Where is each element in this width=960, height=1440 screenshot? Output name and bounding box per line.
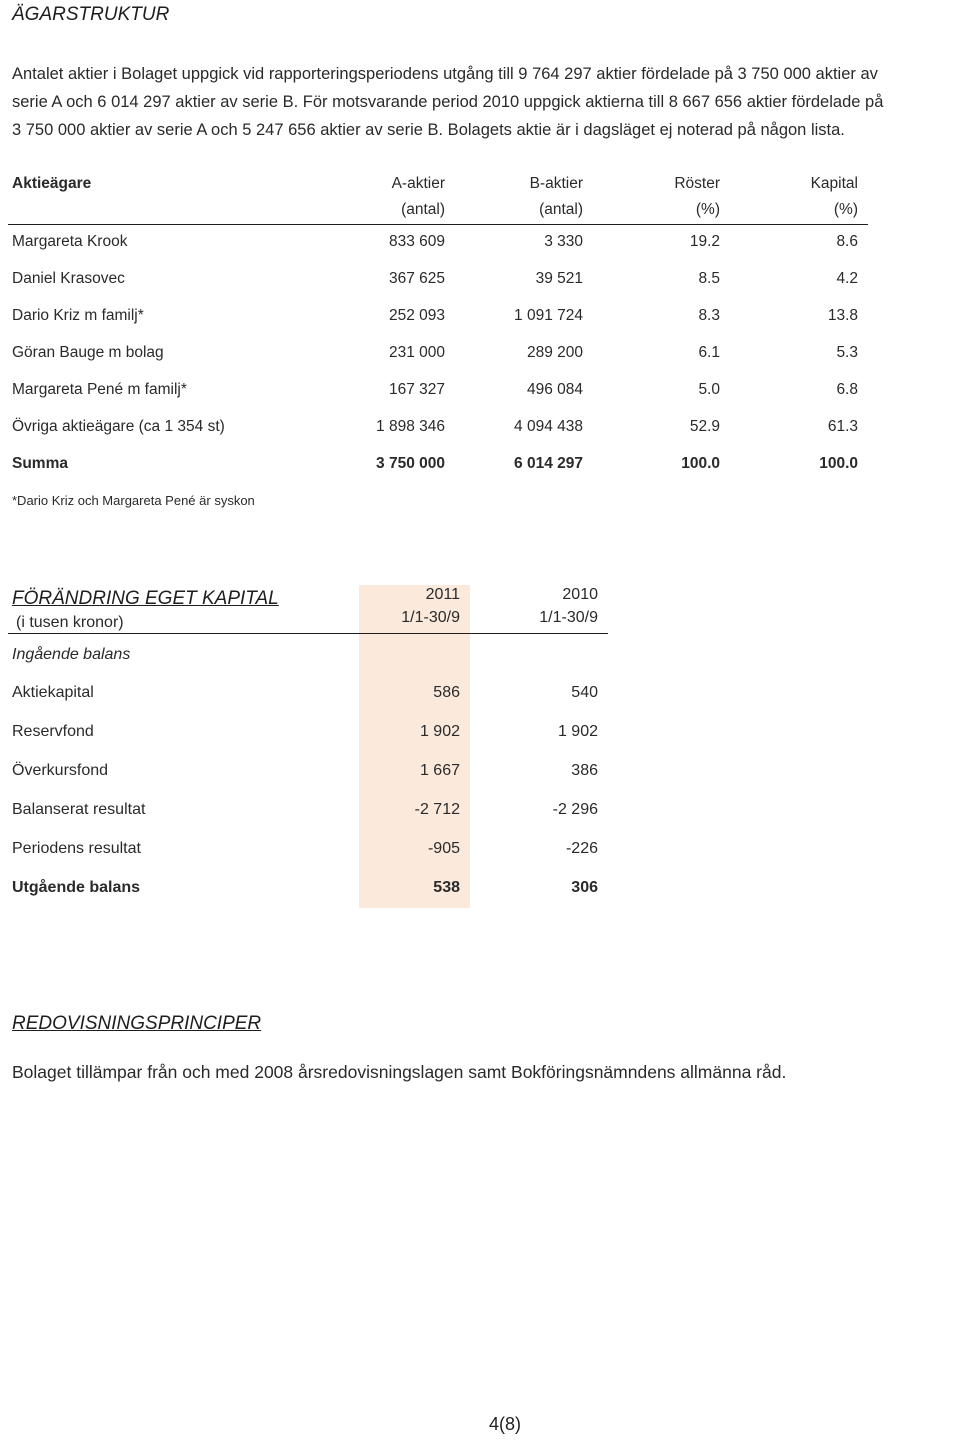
cell-b-shares: 3 330 xyxy=(544,233,583,250)
paragraph-line: serie A och 6 014 297 aktier av serie B. För motsvarande period 2010 uppgick aktierna till 8 667 656 aktier fördelade på xyxy=(12,93,884,111)
cell-owner: Göran Bauge m bolag xyxy=(12,344,164,361)
equity-subheading: (i tusen kronor) xyxy=(16,614,124,631)
cell-capital: 61.3 xyxy=(827,418,858,435)
table-row xyxy=(0,307,960,333)
header-capital: Kapital xyxy=(810,175,858,192)
equity-col2-period: 1/1-30/9 xyxy=(539,609,598,626)
page-number: 4(8) xyxy=(488,1414,521,1434)
equity-row-2011: 1 902 xyxy=(419,723,460,740)
cell-b-shares: 496 084 xyxy=(526,381,583,398)
equity-col1-period: 1/1-30/9 xyxy=(401,609,460,626)
cell-votes: 5.0 xyxy=(698,381,720,398)
cell-votes: 8.5 xyxy=(698,270,720,287)
equity-row xyxy=(0,684,620,710)
header-votes-unit: (%) xyxy=(695,201,720,218)
equity-row-2010: -226 xyxy=(565,840,598,857)
equity-closing-2010: 306 xyxy=(571,879,598,896)
ownership-footnote: *Dario Kriz och Margareta Pené är syskon xyxy=(12,493,255,508)
cell-b-shares: 289 200 xyxy=(526,344,583,361)
cell-capital: 13.8 xyxy=(827,307,858,324)
equity-row-label: Periodens resultat xyxy=(12,840,141,857)
header-b-shares: B-aktier xyxy=(529,175,583,192)
equity-row-2010: 1 902 xyxy=(557,723,598,740)
header-a-shares-unit: (antal) xyxy=(401,201,445,218)
equity-col2-year: 2010 xyxy=(562,586,598,603)
cell-votes: 52.9 xyxy=(689,418,720,435)
cell-b-shares: 1 091 724 xyxy=(514,307,583,324)
paragraph-line: 3 750 000 aktier av serie A och 5 247 656 aktier av serie B. Bolagets aktie är i dagsläget ej noterad på någon lista. xyxy=(12,121,845,139)
cell-a-shares: 1 898 346 xyxy=(376,418,445,435)
cell-capital: 4.2 xyxy=(836,270,858,287)
total-b-shares: 6 014 297 xyxy=(514,455,583,472)
table-row xyxy=(0,381,960,407)
equity-row-2011: 586 xyxy=(433,684,460,701)
equity-row-label: Aktiekapital xyxy=(12,684,94,701)
header-b-shares-unit: (antal) xyxy=(539,201,583,218)
cell-b-shares: 4 094 438 xyxy=(514,418,583,435)
equity-row-label: Reservfond xyxy=(12,723,94,740)
cell-votes: 6.1 xyxy=(698,344,720,361)
cell-a-shares: 231 000 xyxy=(388,344,445,361)
cell-capital: 8.6 xyxy=(836,233,858,250)
equity-row-2010: 540 xyxy=(571,684,598,701)
equity-closing-2011: 538 xyxy=(433,879,460,896)
cell-capital: 5.3 xyxy=(836,344,858,361)
equity-row-label: Balanserat resultat xyxy=(12,801,146,818)
equity-col1-year: 2011 xyxy=(425,586,460,603)
table-total-row xyxy=(0,455,960,481)
equity-closing-row xyxy=(0,879,620,905)
header-a-shares: A-aktier xyxy=(391,175,445,192)
cell-a-shares: 252 093 xyxy=(388,307,445,324)
cell-capital: 6.8 xyxy=(836,381,858,398)
ownership-heading: ÄGARSTRUKTUR xyxy=(12,4,170,25)
equity-row xyxy=(0,840,620,866)
equity-row xyxy=(0,801,620,827)
cell-owner: Dario Kriz m familj* xyxy=(12,307,144,324)
principles-text: Bolaget tillämpar från och med 2008 årsredovisningslagen samt Bokföringsnämndens allmänna råd. xyxy=(12,1062,787,1082)
equity-row-2010: 386 xyxy=(571,762,598,779)
equity-row-2010: -2 296 xyxy=(552,801,598,818)
table-row xyxy=(0,344,960,370)
table-row xyxy=(0,233,960,259)
cell-owner: Margareta Krook xyxy=(12,233,128,250)
cell-owner: Margareta Pené m familj* xyxy=(12,381,187,398)
cell-a-shares: 833 609 xyxy=(388,233,445,250)
equity-header-rule xyxy=(8,633,608,634)
equity-row-2011: -905 xyxy=(427,840,460,857)
equity-row xyxy=(0,762,620,788)
paragraph-line: Antalet aktier i Bolaget uppgick vid rapporteringsperiodens utgång till 9 764 297 aktier fördelade på 3 750 000 aktier av xyxy=(12,65,878,83)
cell-votes: 19.2 xyxy=(689,233,720,250)
table-row xyxy=(0,270,960,296)
equity-row-label: Överkursfond xyxy=(12,762,109,779)
total-capital: 100.0 xyxy=(819,455,858,472)
cell-votes: 8.3 xyxy=(698,307,720,324)
header-votes: Röster xyxy=(674,175,720,192)
total-a-shares: 3 750 000 xyxy=(376,455,445,472)
cell-a-shares: 367 625 xyxy=(388,270,445,287)
equity-opening-label: Ingående balans xyxy=(12,646,131,663)
total-label: Summa xyxy=(12,455,68,472)
principles-heading: REDOVISNINGSPRINCIPER xyxy=(12,1013,262,1034)
header-shareholder: Aktieägare xyxy=(12,175,92,192)
equity-row-2011: 1 667 xyxy=(419,762,460,779)
equity-row-2011: -2 712 xyxy=(414,801,460,818)
cell-b-shares: 39 521 xyxy=(535,270,583,287)
equity-heading: FÖRÄNDRING EGET KAPITAL xyxy=(12,588,279,609)
cell-owner: Övriga aktieägare (ca 1 354 st) xyxy=(12,418,225,435)
header-capital-unit: (%) xyxy=(833,201,858,218)
ownership-paragraph xyxy=(12,60,957,144)
total-votes: 100.0 xyxy=(681,455,720,472)
header-rule xyxy=(8,224,868,225)
equity-row xyxy=(0,723,620,749)
cell-owner: Daniel Krasovec xyxy=(12,270,125,287)
equity-closing-label: Utgående balans xyxy=(12,879,141,896)
table-row xyxy=(0,418,960,444)
cell-a-shares: 167 327 xyxy=(388,381,445,398)
